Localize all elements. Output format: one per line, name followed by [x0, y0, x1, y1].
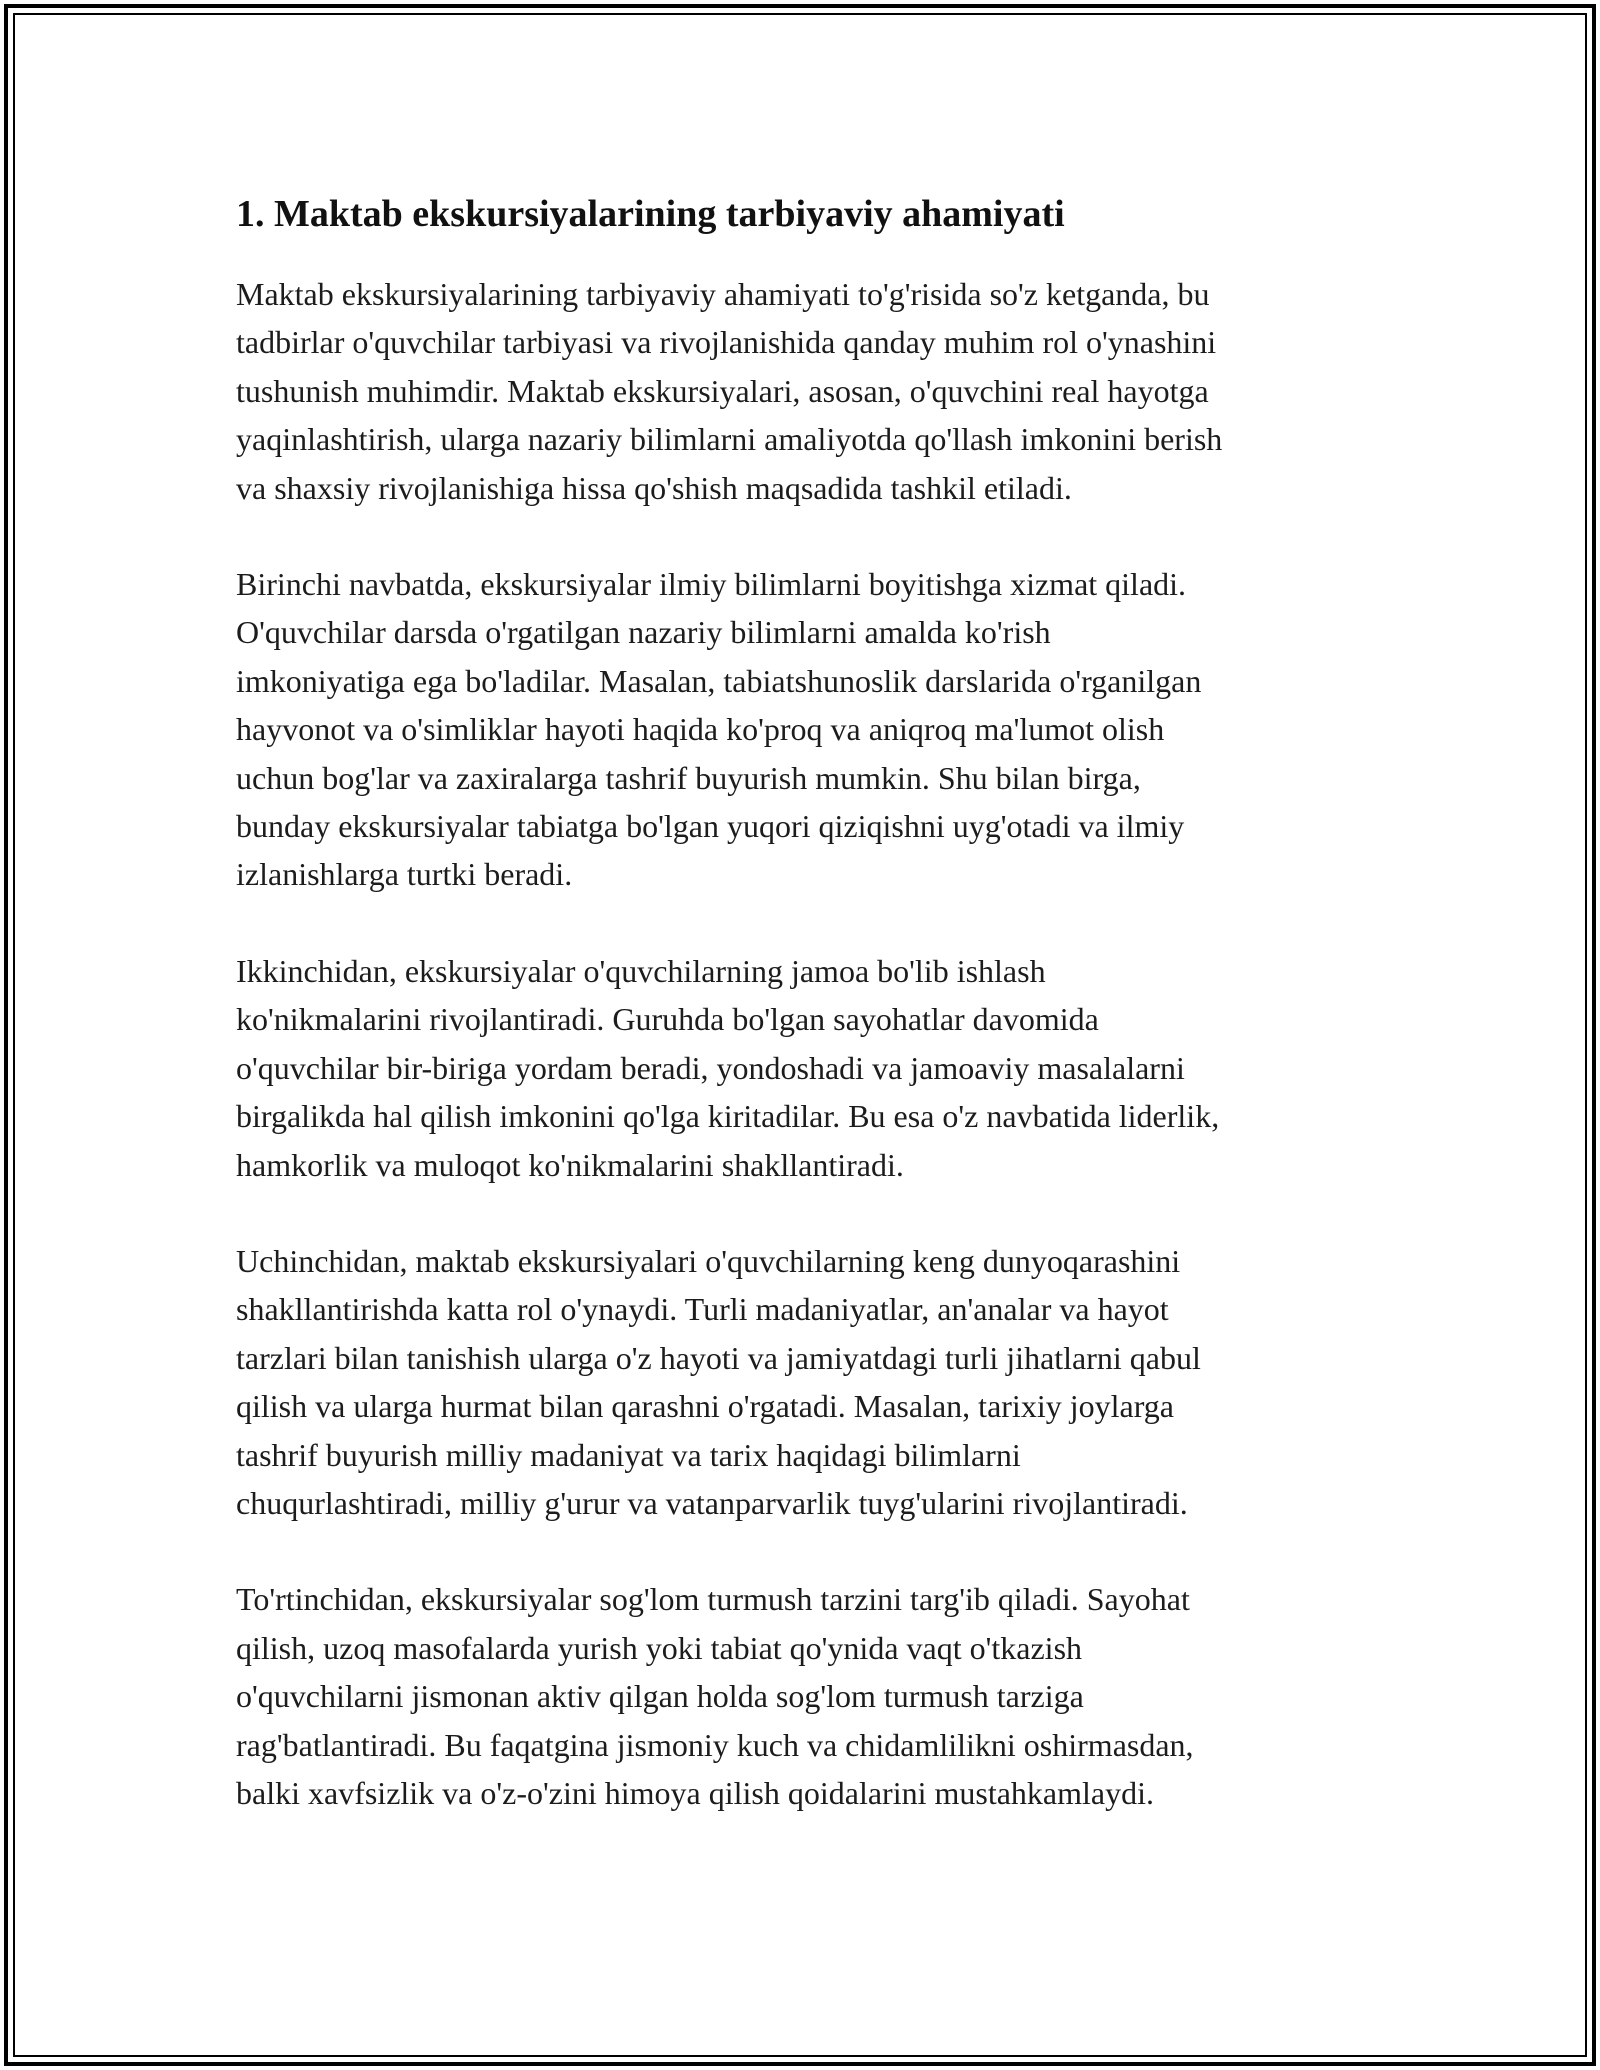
body-paragraph — [236, 270, 1386, 512]
paragraph-line: chuqurlashtiradi, milliy g'urur va vatanparvarlik tuyg'ularini rivojlantiradi. — [236, 1484, 1188, 1521]
paragraph-line: hayvonot va o'simliklar hayoti haqida ko'proq va aniqroq ma'lumot olish — [236, 711, 1165, 748]
paragraph-line: To'rtinchidan, ekskursiyalar sog'lom turmush tarzini targ'ib qiladi. Sayohat — [236, 1581, 1190, 1618]
paragraph-line: izlanishlarga turtki beradi. — [236, 856, 573, 893]
paragraph-line: Maktab ekskursiyalarining tarbiyaviy ahamiyati to'g'risida so'z ketganda, bu — [236, 276, 1210, 312]
body-paragraph — [236, 1237, 1386, 1527]
paragraph-line: O'quvchilar darsda o'rgatilgan nazariy bilimlarni amalda ko'rish — [236, 614, 1051, 651]
paragraph-line: qilish va ularga hurmat bilan qarashni o'rgatadi. Masalan, tarixiy joylarga — [236, 1388, 1174, 1425]
paragraph-line: tashrif buyurish milliy madaniyat va tarix haqidagi bilimlarni — [236, 1436, 1021, 1473]
body-paragraph — [236, 947, 1386, 1189]
document-body — [236, 188, 1386, 1865]
paragraph-line: tarzlari bilan tanishish ularga o'z hayoti va jamiyatdagi turli jihatlarni qabul — [236, 1339, 1201, 1376]
paragraph-line: uchun bog'lar va zaxiralarga tashrif buyurish mumkin. Shu bilan birga, — [236, 759, 1141, 796]
paragraph-line: tushunish muhimdir. Maktab ekskursiyalari, asosan, o'quvchini real hayotga — [236, 372, 1209, 409]
paragraph-line: yaqinlashtirish, ularga nazariy bilimlarni amaliyotda qo'llash imkonini berish — [236, 421, 1223, 458]
body-paragraph — [236, 1575, 1386, 1817]
paragraph-line: Ikkinchidan, ekskursiyalar o'quvchilarning jamoa bo'lib ishlash — [236, 952, 1046, 989]
paragraph-line: Uchinchidan, maktab ekskursiyalari o'quvchilarning keng dunyoqarashini — [236, 1242, 1181, 1279]
body-paragraph — [236, 560, 1386, 899]
paragraph-line: Birinchi navbatda, ekskursiyalar ilmiy bilimlarni boyitishga xizmat qiladi. — [236, 566, 1187, 603]
paragraph-line: ko'nikmalarini rivojlantiradi. Guruhda bo'lgan sayohatlar davomida — [236, 1001, 1099, 1038]
paragraph-line: o'quvchilarni jismonan aktiv qilgan holda sog'lom turmush tarziga — [236, 1678, 1084, 1715]
paragraph-line: va shaxsiy rivojlanishiga hissa qo'shish maqsadida tashkil etiladi. — [236, 469, 1072, 506]
paragraph-line: tadbirlar o'quvchilar tarbiyasi va rivojlanishida qanday muhim rol o'ynashini — [236, 324, 1217, 361]
paragraph-line: imkoniyatiga ega bo'ladilar. Masalan, tabiatshunoslik darslarida o'rganilgan — [236, 662, 1202, 699]
paragraph-line: hamkorlik va muloqot ko'nikmalarini shakllantiradi. — [236, 1146, 904, 1183]
section-heading: 1. Maktab ekskursiyalarining tarbiyaviy ahamiyati — [236, 193, 1065, 235]
paragraph-line: rag'batlantiradi. Bu faqatgina jismoniy kuch va chidamlilikni oshirmasdan, — [236, 1726, 1194, 1763]
paragraph-list — [236, 270, 1386, 1817]
paragraph-line: qilish, uzoq masofalarda yurish yoki tabiat qo'ynida vaqt o'tkazish — [236, 1629, 1083, 1666]
paragraph-line: birgalikda hal qilish imkonini qo'lga kiritadilar. Bu esa o'z navbatida liderlik, — [236, 1098, 1220, 1135]
paragraph-line: o'quvchilar bir-biriga yordam beradi, yondoshadi va jamoaviy masalalarni — [236, 1049, 1185, 1086]
paragraph-line: shakllantirishda katta rol o'ynaydi. Turli madaniyatlar, an'analar va hayot — [236, 1291, 1169, 1328]
paragraph-line: bunday ekskursiyalar tabiatga bo'lgan yuqori qiziqishni uyg'otadi va ilmiy — [236, 808, 1185, 845]
paragraph-line: balki xavfsizlik va o'z-o'zini himoya qilish qoidalarini mustahkamlaydi. — [236, 1774, 1154, 1811]
